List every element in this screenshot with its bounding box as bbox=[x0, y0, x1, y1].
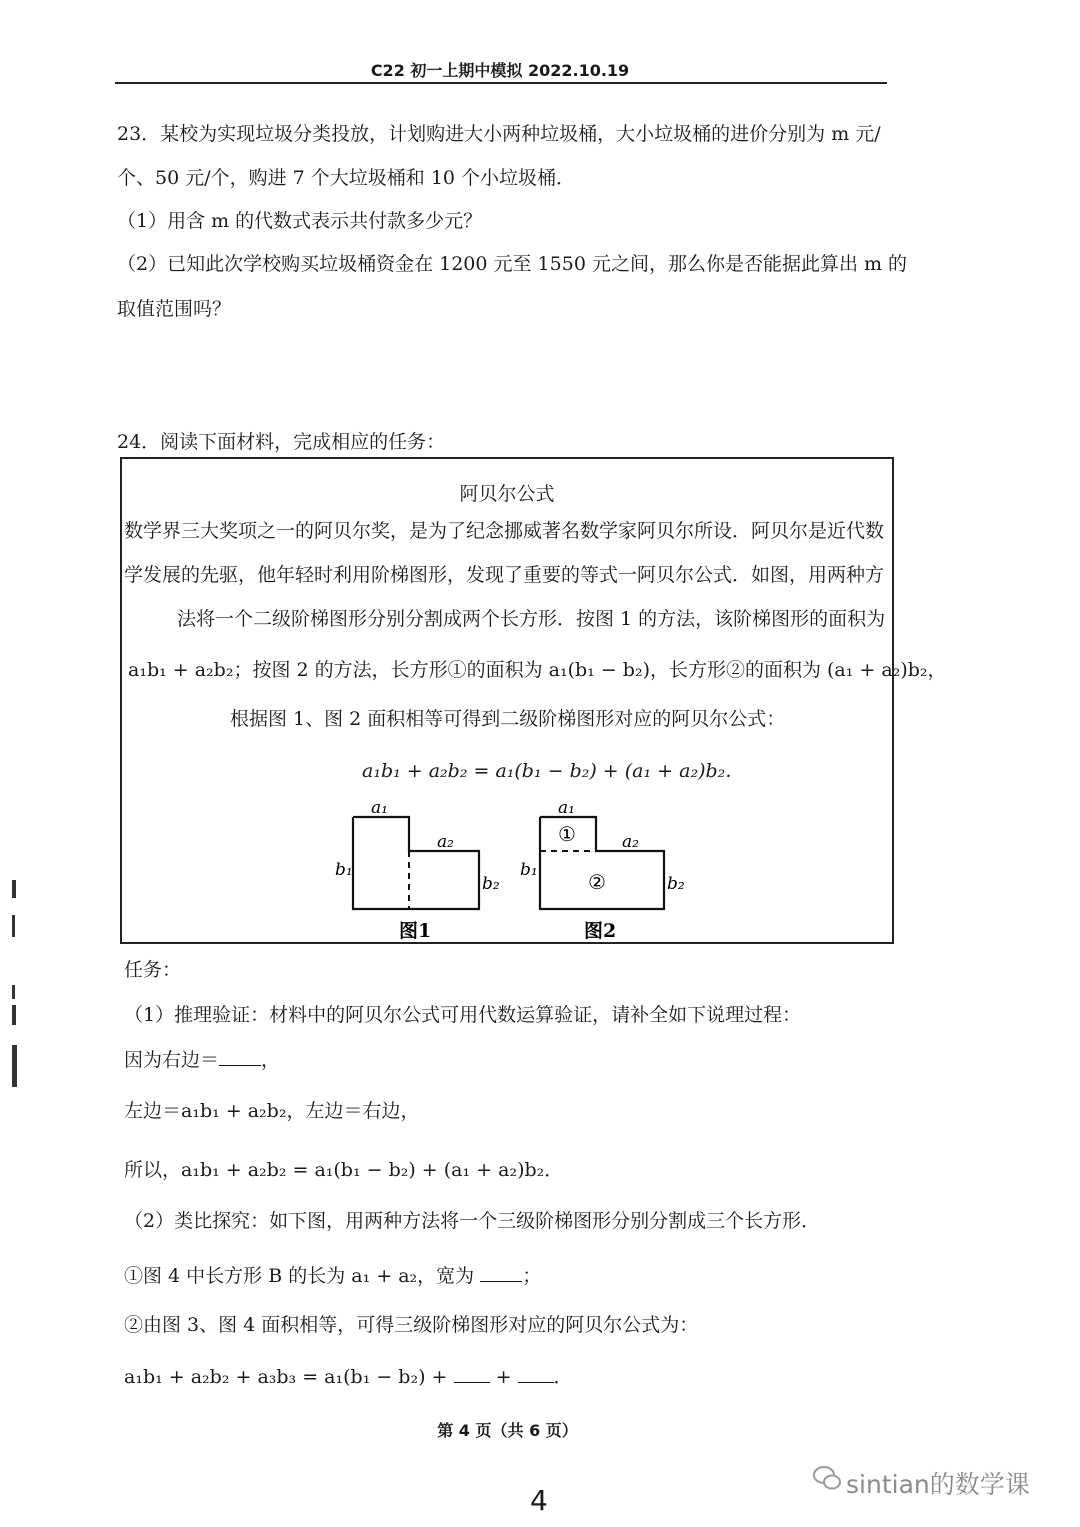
page-footer: 第 4 页（共 6 页） bbox=[437, 1421, 578, 1440]
fig2-label-a2: a₂ bbox=[622, 832, 639, 852]
box-para2: 学发展的先驱，他年轻时利用阶梯图形，发现了重要的等式一阿贝尔公式．如图，用两种方 bbox=[124, 564, 885, 586]
box-para4: a₁b₁ + a₂b₂；按图 2 的方法，长方形①的面积为 a₁(b₁ − b₂)，长方形②的面积为 (a₁ + a₂)b₂， bbox=[128, 659, 947, 681]
fig1-staircase-outline bbox=[353, 817, 479, 909]
answer-blank-right-side[interactable] bbox=[219, 1047, 261, 1066]
fig2-label-b2: b₂ bbox=[667, 874, 685, 894]
fig2-label-a1: a₁ bbox=[558, 798, 575, 818]
fig1-label-b2: b₂ bbox=[482, 874, 500, 894]
header-divider bbox=[115, 82, 887, 84]
q23-line1: 23．某校为实现垃圾分类投放，计划购进大小两种垃圾桶，大小垃圾桶的进价分别为 m 元/ bbox=[117, 123, 881, 145]
fig2-label-b1: b₁ bbox=[520, 860, 538, 880]
fig2-region-1: ① bbox=[558, 822, 576, 846]
page-number: 4 bbox=[530, 1484, 548, 1517]
fig1-label-a2: a₂ bbox=[437, 832, 454, 852]
box-para1: 数学界三大奖项之一的阿贝尔奖，是为了纪念挪威著名数学家阿贝尔所设．阿贝尔是近代数 bbox=[124, 520, 885, 542]
fig2-region-2: ② bbox=[588, 870, 606, 894]
task2-2-text: ②由图 3、图 4 面积相等，可得三级阶梯图形对应的阿贝尔公式为： bbox=[124, 1314, 699, 1336]
because-text: 因为右边＝ bbox=[124, 1049, 220, 1071]
so-line: 所以，a₁b₁ + a₂b₂ = a₁(b₁ − b₂) + (a₁ + a₂)b₂． bbox=[124, 1159, 564, 1181]
box-para3: 法将一个二级阶梯图形分别分割成两个长方形．按图 1 的方法，该阶梯图形的面积为 bbox=[177, 608, 886, 630]
fig1-label-a1: a₁ bbox=[371, 798, 388, 818]
answer-blank-term2[interactable] bbox=[454, 1364, 490, 1383]
fig1-label-b1: b₁ bbox=[335, 860, 353, 880]
box-formula: a₁b₁ + a₂b₂ = a₁(b₁ − b₂) + (a₁ + a₂)b₂． bbox=[362, 760, 745, 782]
q23-part1: （1）用含 m 的代数式表示共付款多少元？ bbox=[117, 210, 483, 232]
scan-mark bbox=[12, 880, 16, 898]
because-line bbox=[124, 1047, 280, 1072]
materials-box bbox=[120, 457, 947, 944]
q24-intro: 24．阅读下面材料，完成相应的任务： bbox=[117, 431, 446, 453]
task2-formula-text: a₁b₁ + a₂b₂ + a₃b₃ = a₁(b₁ − b₂) + bbox=[124, 1366, 448, 1388]
scan-mark bbox=[12, 1045, 17, 1087]
figure-2 bbox=[518, 797, 718, 942]
answer-blank-width-b[interactable] bbox=[480, 1263, 522, 1282]
tasks-label: 任务： bbox=[124, 959, 182, 981]
scan-mark bbox=[12, 985, 15, 999]
wechat-icon bbox=[812, 1463, 842, 1493]
task2-text: （2）类比探究：如下图，用两种方法将一个三级阶梯图形分别分割成三个长方形． bbox=[124, 1210, 821, 1232]
watermark-text: sintian的数学课 bbox=[846, 1470, 1030, 1499]
answer-blank-term3[interactable] bbox=[518, 1364, 554, 1383]
formula-period: ． bbox=[553, 1366, 573, 1388]
box-title: 阿贝尔公式 bbox=[459, 483, 555, 505]
fig2-caption: 图2 bbox=[584, 920, 617, 942]
box-para5: 根据图 1、图 2 面积相等可得到二级阶梯图形对应的阿贝尔公式： bbox=[230, 708, 786, 730]
q23-part2-line2: 取值范围吗？ bbox=[117, 298, 232, 320]
q23-part2-line1: （2）已知此次学校购买垃圾桶资金在 1200 元至 1550 元之间，那么你是否能据此算出 m 的 bbox=[117, 253, 908, 275]
scan-mark bbox=[12, 1005, 16, 1025]
plus-sign: + bbox=[495, 1366, 512, 1388]
fig1-caption: 图1 bbox=[399, 920, 432, 942]
task2-formula-line bbox=[124, 1364, 573, 1389]
left-side-line: 左边＝a₁b₁ + a₂b₂，左边＝右边， bbox=[124, 1100, 420, 1122]
task1-text: （1）推理验证：材料中的阿贝尔公式可用代数运算验证，请补全如下说理过程： bbox=[124, 1004, 802, 1026]
task2-1-line bbox=[124, 1263, 541, 1288]
task2-1-end: ； bbox=[522, 1265, 542, 1287]
scan-mark bbox=[12, 915, 15, 937]
q23-line2: 个、50 元/个，购进 7 个大垃圾桶和 10 个小垃圾桶． bbox=[117, 167, 576, 189]
figure-1 bbox=[327, 797, 527, 942]
task2-1-text: ①图 4 中长方形 B 的长为 a₁ + a₂，宽为 bbox=[124, 1265, 475, 1287]
because-end: ， bbox=[261, 1049, 281, 1071]
page-header: C22 初一上期中模拟 2022.10.19 bbox=[370, 61, 630, 80]
